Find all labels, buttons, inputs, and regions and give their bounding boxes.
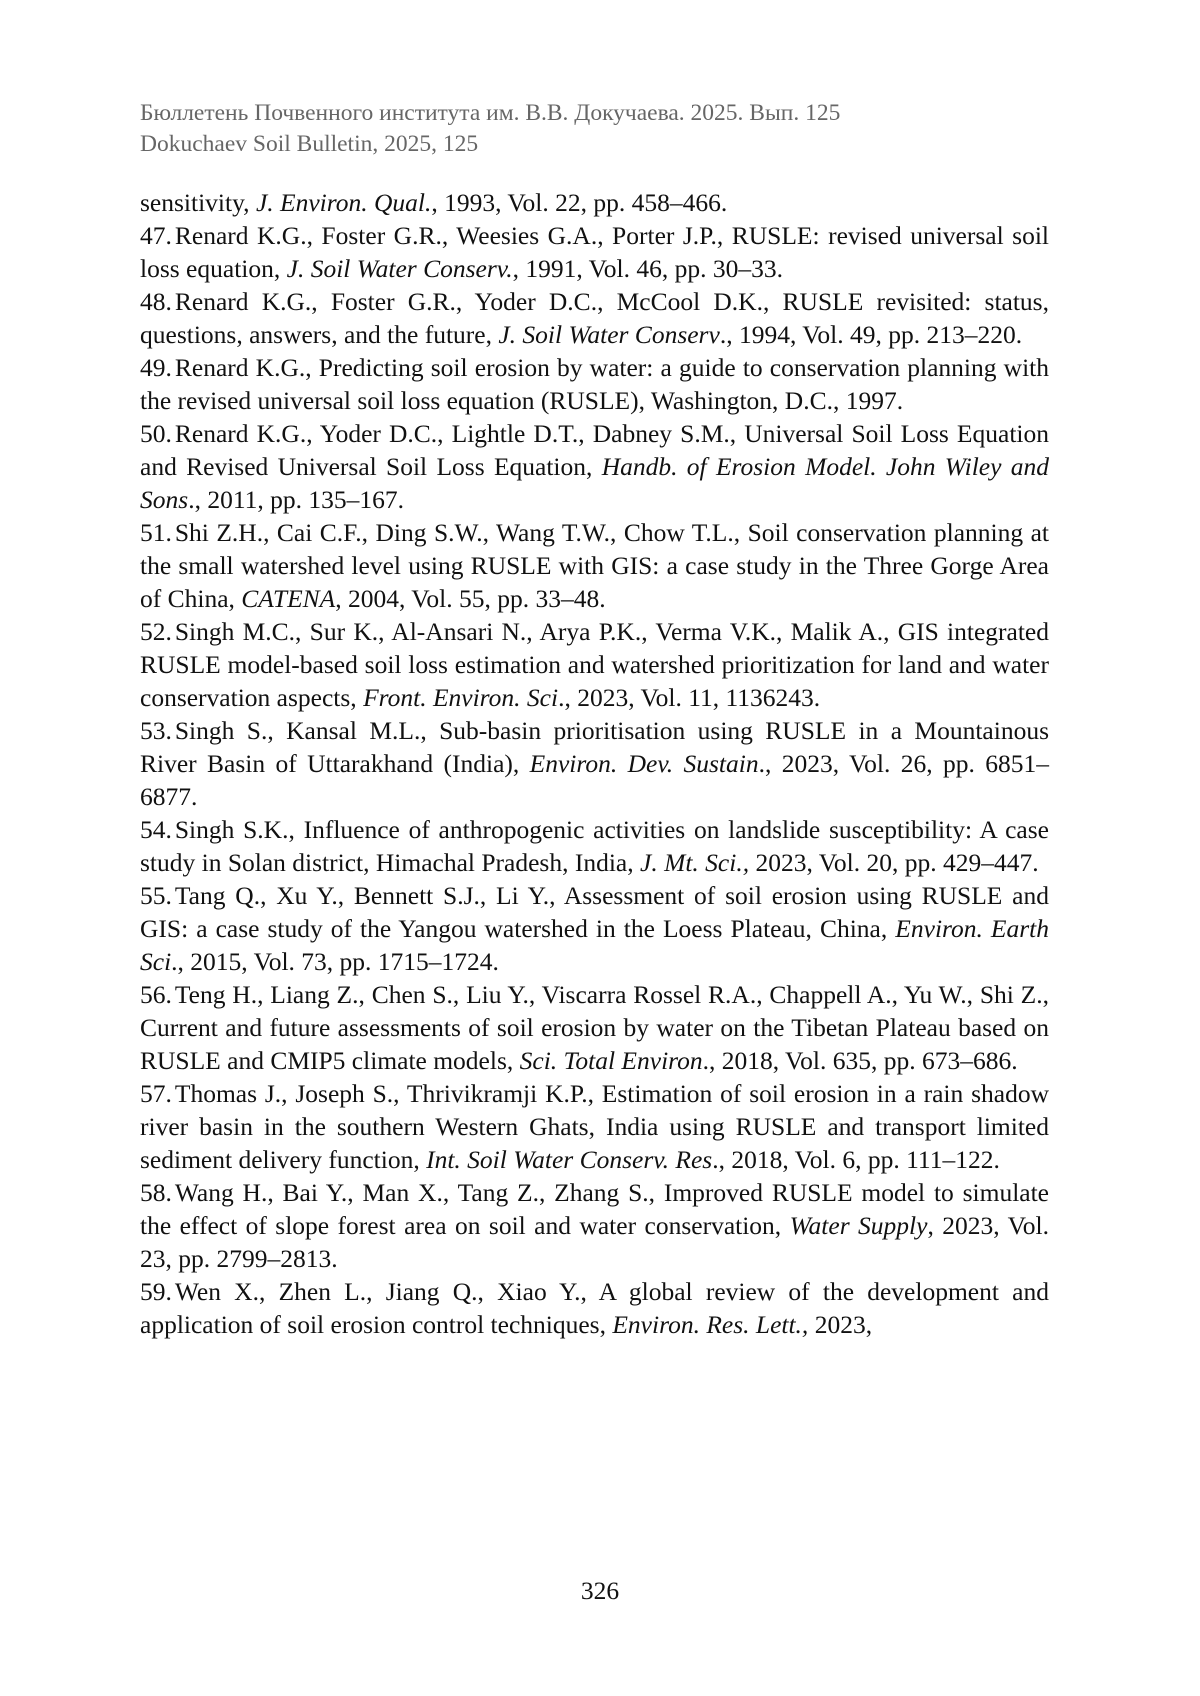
page-number: 326 (580, 1576, 620, 1605)
reference-text: , 2004, Vol. 55, pp. 33–48. (335, 584, 606, 613)
reference-journal: Environ. Earth Sci (140, 914, 1049, 976)
reference-text: ., 2018, Vol. 6, pp. 111–122. (712, 1145, 1000, 1174)
reference-journal: J. Soil Water Conserv. (286, 254, 513, 283)
reference-text: Wen X., Zhen L., Jiang Q., Xiao Y., A global review of the development and application of soil erosion control techniques, (140, 1277, 1049, 1339)
reference-number: 56. (140, 980, 172, 1009)
reference-entry (140, 1275, 1049, 1341)
reference-journal: CATENA (241, 584, 336, 613)
reference-number: 51. (140, 518, 172, 547)
reference-journal: Front. Environ. Sci (363, 683, 559, 712)
reference-entry (140, 1077, 1049, 1176)
reference-text: , 1991, Vol. 46, pp. 30–33. (512, 254, 783, 283)
reference-entry (140, 285, 1049, 351)
reference-entry (140, 186, 1049, 219)
reference-text: ., 2018, Vol. 635, pp. 673–686. (702, 1046, 1018, 1075)
reference-text: Teng H., Liang Z., Chen S., Liu Y., Viscarra Rossel R.A., Chappell A., Yu W., Shi Z., Current and future assessments of soil erosion by water on the Tibetan Plateau based on RUSLE and CMIP5 climate models, (140, 980, 1049, 1075)
reference-journal: J. Mt. Sci., (640, 848, 750, 877)
reference-number: 57. (140, 1079, 172, 1108)
reference-text: 2023, (808, 1310, 873, 1339)
reference-journal: J. Environ. Qual. (255, 188, 432, 217)
reference-text: Renard K.G., Foster G.R., Weesies G.A., Porter J.P., RUSLE: revised universal soil loss equation, (140, 221, 1049, 283)
reference-number: 52. (140, 617, 172, 646)
reference-entry (140, 714, 1049, 813)
reference-entry (140, 516, 1049, 615)
reference-text: ., 2011, pp. 135–167. (188, 485, 404, 514)
header-russian-title: Бюллетень Почвенного института им. В.В. Докучаева. 2025. Вып. 125 (140, 100, 841, 126)
header-english-title: Dokuchaev Soil Bulletin, 2025, 125 (140, 131, 479, 157)
reference-entry (140, 1176, 1049, 1275)
reference-text: Renard K.G., Foster G.R., Yoder D.C., McCool D.K., RUSLE revisited: status, questions, answers, and the future, (140, 287, 1049, 349)
reference-number: 49. (140, 353, 172, 382)
reference-entry (140, 351, 1049, 417)
reference-journal: Water Supply (789, 1211, 928, 1240)
reference-text: ., 2015, Vol. 73, pp. 1715–1724. (171, 947, 499, 976)
reference-entry (140, 813, 1049, 879)
reference-number: 58. (140, 1178, 172, 1207)
reference-text: ., 2023, Vol. 26, pp. 6851–6877. (140, 749, 1049, 811)
reference-text: Thomas J., Joseph S., Thrivikramji K.P., Estimation of soil erosion in a rain shadow river basin in the southern Western Ghats, India using RUSLE and transport limited sediment delivery function, (140, 1079, 1049, 1174)
running-header (140, 98, 1040, 160)
reference-text: Renard K.G., Yoder D.C., Lightle D.T., Dabney S.M., Universal Soil Loss Equation and Revised Universal Soil Loss Equation, (140, 419, 1049, 481)
reference-number: 48. (140, 287, 172, 316)
reference-number: 53. (140, 716, 172, 745)
reference-journal: J. Soil Water Conserv (498, 320, 720, 349)
reference-text: Renard K.G., Predicting soil erosion by water: a guide to conservation planning with the revised universal soil loss equation (RUSLE), Washington, D.C., 1997. (140, 353, 1049, 415)
reference-journal: Environ. Res. Lett., (612, 1310, 809, 1339)
reference-journal: Sci. Total Environ (519, 1046, 703, 1075)
reference-journal: Int. Soil Water Conserv. Res (426, 1145, 713, 1174)
reference-entry (140, 978, 1049, 1077)
reference-journal: Environ. Dev. Sustain (529, 749, 759, 778)
reference-text: 2023, Vol. 20, pp. 429–447. (749, 848, 1039, 877)
reference-list (140, 186, 1049, 1341)
reference-number: 50. (140, 419, 172, 448)
reference-text: Singh S.K., Influence of anthropogenic activities on landslide susceptibility: A case study in Solan district, Himachal Pradesh, India, (140, 815, 1049, 877)
reference-text: , 2023, Vol. 23, pp. 2799–2813. (140, 1211, 1049, 1273)
reference-number: 54. (140, 815, 172, 844)
reference-text: ., 1994, Vol. 49, pp. 213–220. (719, 320, 1023, 349)
reference-text: Singh S., Kansal M.L., Sub-basin prioritisation using RUSLE in a Mountainous River Basin of Uttarakhand (India), (140, 716, 1049, 778)
reference-entry (140, 417, 1049, 516)
reference-entry (140, 879, 1049, 978)
reference-text: Shi Z.H., Cai C.F., Ding S.W., Wang T.W., Chow T.L., Soil conservation planning at the small watershed level using RUSLE with GIS: a case study in the Three Gorge Area of China, (140, 518, 1049, 613)
reference-entry (140, 615, 1049, 714)
reference-entry (140, 219, 1049, 285)
reference-number: 47. (140, 221, 172, 250)
reference-text: Singh M.C., Sur K., Al-Ansari N., Arya P.K., Verma V.K., Malik A., GIS integrated RUSLE model-based soil loss estimation and watershed prioritization for land and water conservation aspects, (140, 617, 1049, 712)
reference-journal: Handb. of Erosion Model. John Wiley and Sons (140, 452, 1049, 514)
reference-text: ., 2023, Vol. 11, 1136243. (558, 683, 821, 712)
reference-text: Tang Q., Xu Y., Bennett S.J., Li Y., Assessment of soil erosion using RUSLE and GIS: a case study of the Yangou watershed in the Loess Plateau, China, (140, 881, 1049, 943)
reference-text: Wang H., Bai Y., Man X., Tang Z., Zhang S., Improved RUSLE model to simulate the effect of slope forest area on soil and water conservation, (140, 1178, 1049, 1240)
reference-number: 55. (140, 881, 172, 910)
reference-text: sensitivity, (140, 188, 256, 217)
reference-text: , 1993, Vol. 22, pp. 458–466. (431, 188, 728, 217)
reference-number: 59. (140, 1277, 172, 1306)
